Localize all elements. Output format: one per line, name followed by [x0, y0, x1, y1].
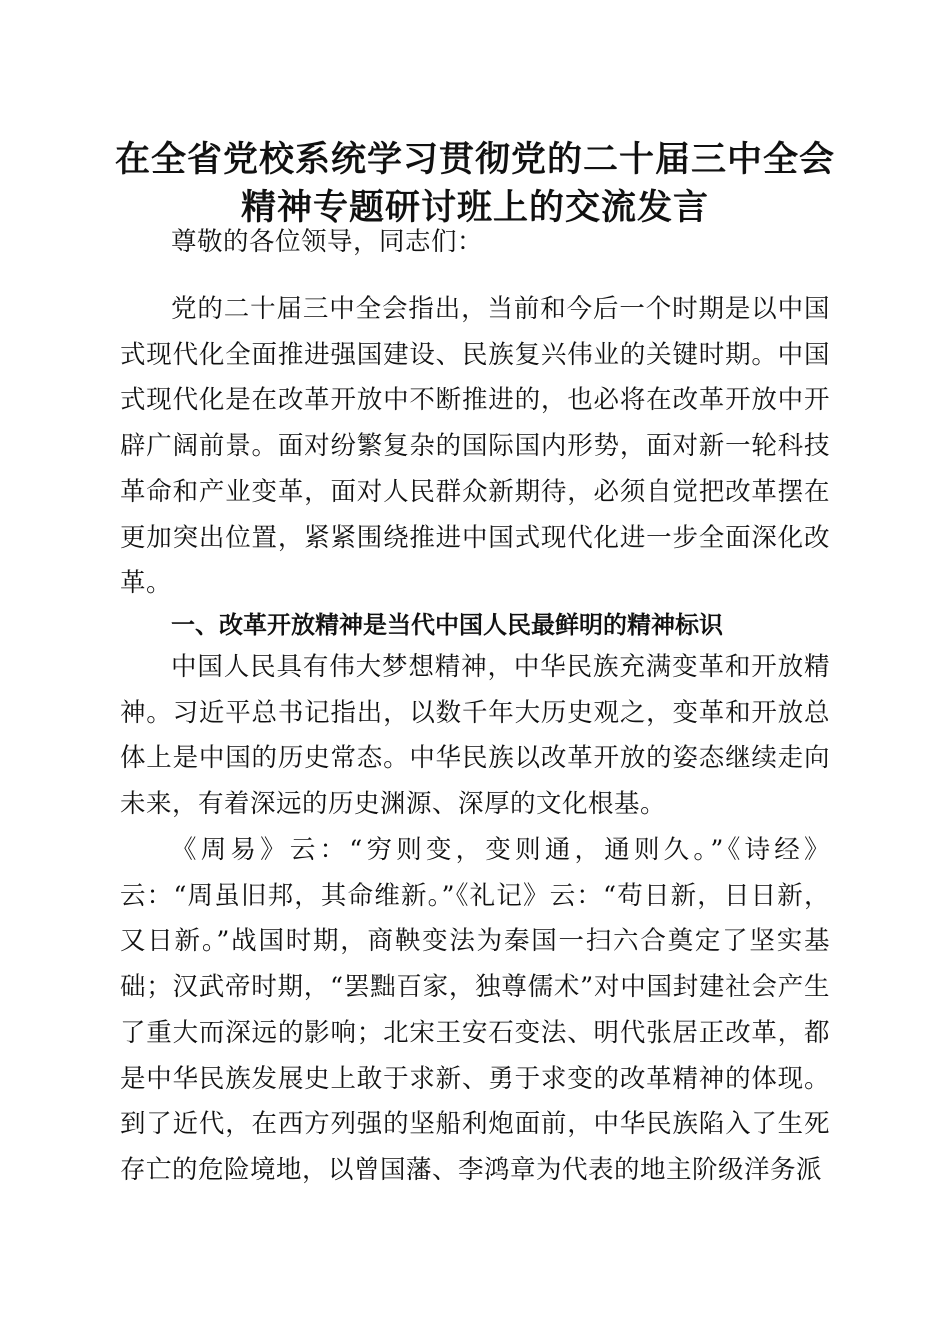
document-title-line-2: 精神专题研讨班上的交流发言	[240, 187, 709, 228]
paragraph-3: 《周易》云：“穷则变，变则通，通则久。”《诗经》云：“周虽旧邦，其命维新。”《礼记》云：“苟日新，日日新，又日新。”战国时期，商鞅变法为秦国一扫六合奠定了坚实基础；汉武帝时期，“罢黜百家，独尊儒术”对中国封建社会产生了重大而深远的影响；北宋王安石变法、明代张居正改革，都是中华民族发展史上敢于求新、勇于求变的改革精神的体现。到了近代，在西方列强的坚船利炮面前，中华民族陷入了生死存亡的危险境地，以曾国藩、李鸿章为代表的地主阶级洋务派	[120, 835, 830, 1185]
paragraph-intro: 党的二十届三中全会指出，当前和今后一个时期是以中国式现代化全面推进强国建设、民族复兴伟业的关键时期。中国式现代化是在改革开放中不断推进的，也必将在改革开放中开辟广阔前景。面对纷繁复杂的国际国内形势，面对新一轮科技革命和产业变革，面对人民群众新期待，必须自觉把改革摆在更加突出位置，紧紧围绕推进中国式现代化进一步全面深化改革。	[120, 294, 830, 599]
section-heading: 一、改革开放精神是当代中国人民最鲜明的精神标识	[171, 611, 723, 639]
salutation: 尊敬的各位领导，同志们：	[171, 227, 484, 257]
document-title-line-1: 在全省党校系统学习贯彻党的二十届三中全会	[114, 139, 835, 180]
paragraph-2: 中国人民具有伟大梦想精神，中华民族充满变革和开放精神。习近平总书记指出，以数千年大历史观之，变革和开放总体上是中国的历史常态。中华民族以改革开放的姿态继续走向未来，有着深远的历史渊源、深厚的文化根基。	[120, 652, 830, 820]
